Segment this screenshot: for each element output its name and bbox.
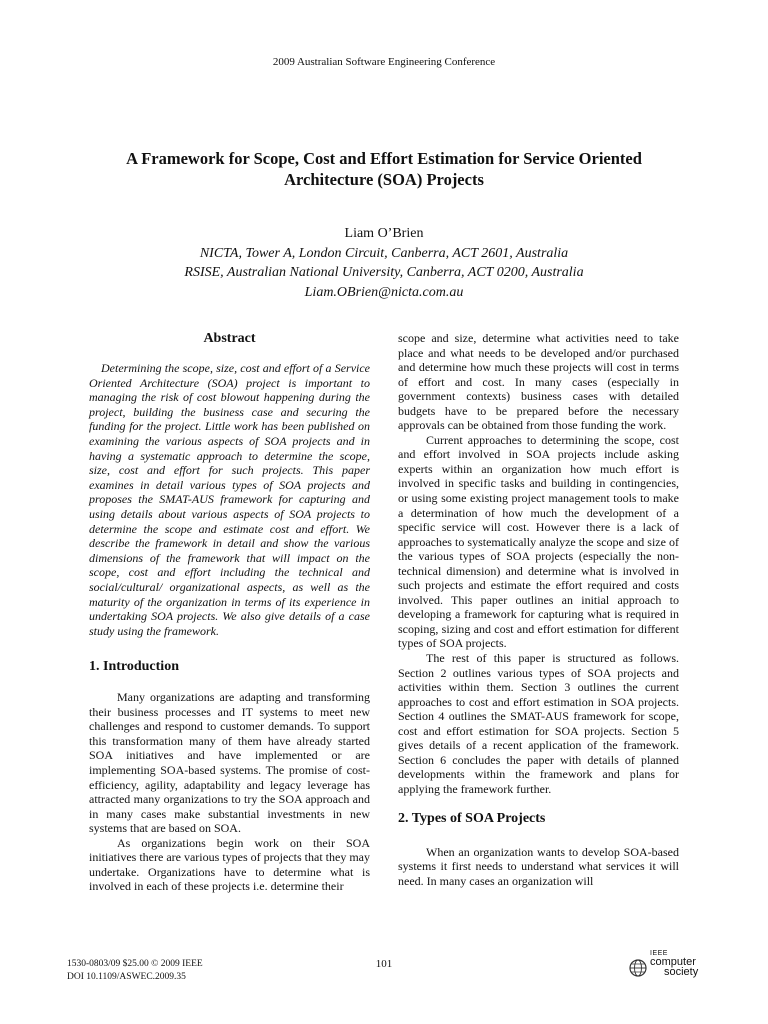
right-column (398, 331, 679, 888)
intro-paragraph-1: Many organizations are adapting and transforming their business processes and IT systems to meet new challenges and respond to customer demands. To support this transformation many of them have already started SOA initiatives and have implemented or are implementing SOA-based systems. The promise of cost-efficiency, agility, adaptability and legacy leverage has attracted many organizations to try the SOA approach and in many cases make substantial investments in new systems that are based on SOA. (89, 690, 370, 836)
author-affiliation-2: RSISE, Australian National University, Canberra, ACT 0200, Australia (184, 265, 584, 280)
intro-paragraph-2: As organizations begin work on their SOA initiatives there are various types of projects that they may undertake. Organizations have to determine what is involved in each of these projects i.e. determine their (89, 835, 370, 894)
intro-paragraph-2-continued: scope and size, determine what activities need to take place and what needs to be developed and/or purchased and determine how much these projects will cost in terms of effort and cost. In many cases (especially in government contexts) business cases with detailed budgets have to be prepared before the necessary approvals can be obtained from those funding the work. (398, 331, 679, 433)
abstract-heading: Abstract (203, 331, 256, 346)
left-column (89, 331, 370, 894)
conference-header: 2009 Australian Software Engineering Conference (272, 56, 496, 68)
logo-computer-text: computer (650, 956, 696, 968)
page-number: 101 (375, 958, 393, 970)
logo-society-text: society (664, 966, 699, 978)
author-affiliation-1: NICTA, Tower A, London Circuit, Canberra, ACT 2601, Australia (199, 245, 569, 261)
footer-doi: DOI 10.1109/ASWEC.2009.35 (67, 972, 186, 982)
footer-issn: 1530-0803/09 $25.00 © 2009 IEEE (67, 959, 203, 969)
intro-paragraph-4: The rest of this paper is structured as follows. Section 2 outlines various types of SOA projects and activities within them. Section 3 outlines the current approaches to cost and effort estimation in SOA projects. Section 4 outlines the SMAT-AUS framework for scope, cost and effort estimation for SOA projects. Section 5 gives details of a recent application of the framework. Section 6 concludes the paper with details of planned developments within the framework and plans for applying the framework further. (398, 651, 679, 796)
author-email: Liam.OBrien@nicta.com.au (304, 284, 464, 300)
logo-ieee-text: IEEE (650, 950, 668, 957)
section-2-heading: 2. Types of SOA Projects (398, 810, 546, 826)
paper-title: A Framework for Scope, Cost and Effort Estimation for Service Oriented Architecture (SOA) Projects (126, 149, 642, 189)
abstract-text: Determining the scope, size, cost and effort of a Service Oriented Architecture (SOA) project is important to managing the risk of cost blowout happening during the project, building the business case and securing the funding for the project. Little work has been published on examining the various aspects of SOA projects and in having a systematic approach to determine the scope, size, cost and effort for such projects. This paper examines in detail various types of SOA projects and proposes the SMAT-AUS framework for capturing and using details about various aspects of SOA projects to determine the scope and estimate cost and effort. We describe the framework in detail and show the various dimensions of the framework that will impact on the scope, cost and effort including the technical and social/cultural/ organizational aspects, as well as the maturity of the organization in terms of its experience in undertaking SOA projects. We also give details of a case study using the framework. (89, 361, 370, 638)
globe-icon (628, 958, 648, 978)
section-2-paragraph-1: When an organization wants to develop SOA-based systems it first needs to understand what services it will need. In many cases an organization will (398, 844, 679, 888)
ieee-computer-society-logo (626, 950, 706, 980)
author-name: Liam O’Brien (344, 226, 424, 241)
intro-paragraph-3: Current approaches to determining the scope, cost and effort involved in SOA projects include asking experts within an organization how much effort is involved in specific tasks and building in contingencies, or using some existing project management tools to make a determination of how much the development of a specific service will cost. However there is a lack of approaches to systematically analyze the scope and size of the various types of SOA projects (especially the non-technical dimension) and determine what is involved in such projects and estimate the effort required and costs involved. This paper outlines an initial approach to developing a framework for capturing what is required in scoping, sizing and cost and effort estimation for different types of SOA projects. (398, 432, 679, 651)
section-1-heading: 1. Introduction (89, 659, 179, 675)
author-block (0, 224, 768, 302)
